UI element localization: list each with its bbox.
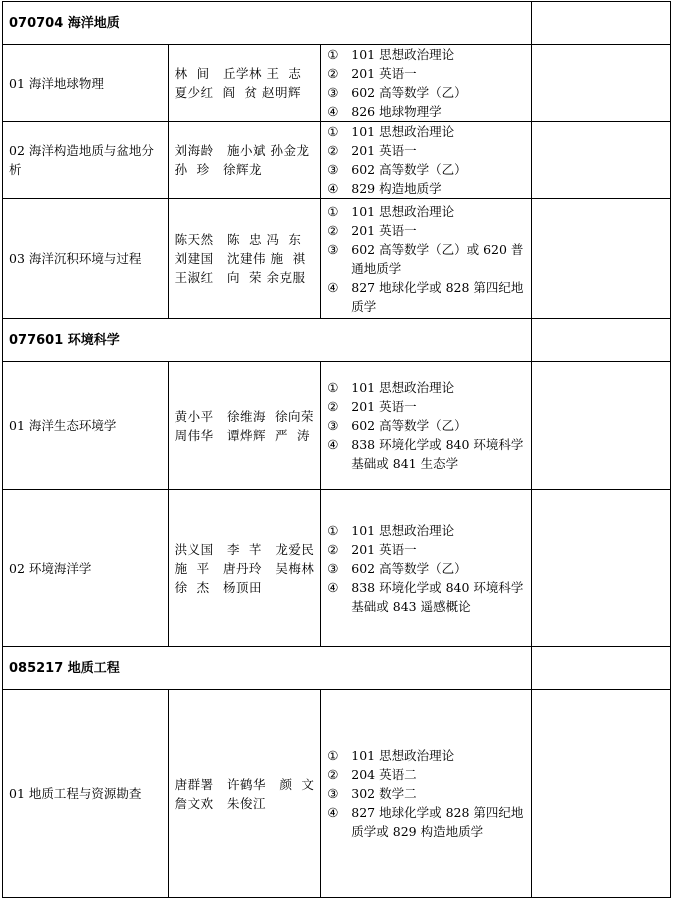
exam-subject <box>327 521 525 540</box>
exam-number: ① <box>327 522 339 538</box>
research-direction: 02 环境海洋学 <box>3 490 169 647</box>
exam-subject-text: 101 思想政治理论 <box>351 380 455 395</box>
section-title: 070704 海洋地质 <box>3 2 532 45</box>
remarks-cell <box>532 199 671 319</box>
exam-number: ② <box>327 399 339 414</box>
exam-number: ③ <box>327 162 339 177</box>
supervisor-line: 黄小平 徐维海 徐向荣 <box>174 408 315 424</box>
exam-subject-text: 829 构造地质学 <box>351 181 442 196</box>
exam-number: ③ <box>327 241 339 257</box>
exam-subject <box>327 803 525 841</box>
supervisor-line: 唐群署 许鹤华 颜 文 <box>174 776 315 792</box>
remarks-cell <box>532 490 671 647</box>
program-row <box>3 122 671 199</box>
section-title: 085217 地质工程 <box>3 647 532 690</box>
exam-subject <box>327 435 525 473</box>
program-row <box>3 690 671 898</box>
remarks-cell <box>532 690 671 898</box>
admissions-catalog-table <box>2 1 671 898</box>
exam-subject-text: 201 英语一 <box>351 143 417 158</box>
exam-subject <box>327 378 525 397</box>
exam-subject-text: 827 地球化学或 828 第四纪地质学 <box>351 279 524 314</box>
exam-subject <box>327 102 525 121</box>
exam-subject <box>327 122 525 141</box>
remarks-cell <box>532 647 671 690</box>
supervisors-cell <box>168 362 321 490</box>
section-row <box>3 319 671 362</box>
exam-subject <box>327 540 525 559</box>
research-direction: 03 海洋沉积环境与过程 <box>3 199 169 319</box>
exam-subject-text: 602 高等数学（乙）或 620 普通地质学 <box>351 241 524 276</box>
exam-subject <box>327 765 525 784</box>
program-row <box>3 45 671 122</box>
supervisors-cell <box>168 490 321 647</box>
program-row <box>3 362 671 490</box>
remarks-cell <box>532 319 671 362</box>
exam-subject <box>327 141 525 160</box>
supervisor-line: 刘建国 沈建伟 施 祺 <box>174 251 306 266</box>
exam-subject-text: 838 环境化学或 840 环境科学基础或 841 生态学 <box>351 437 524 471</box>
exam-subject <box>327 179 525 198</box>
exam-subject-text: 201 英语一 <box>351 222 417 238</box>
remarks-cell <box>532 362 671 490</box>
exam-subject <box>327 83 525 102</box>
exam-number: ④ <box>327 805 339 820</box>
exam-subject <box>327 64 525 83</box>
exam-subjects-cell <box>321 690 532 898</box>
exam-subject-text: 204 英语二 <box>351 767 417 782</box>
exam-subject <box>327 578 525 616</box>
exam-subject-text: 101 思想政治理论 <box>351 124 455 139</box>
exam-subject <box>327 278 525 316</box>
exam-number: ① <box>327 203 339 219</box>
supervisor-line: 林 间 丘学林 王 志 <box>174 66 302 81</box>
supervisor-line: 施 平 唐丹玲 吴梅林 <box>174 560 315 576</box>
exam-number: ② <box>327 222 339 238</box>
exam-subject <box>327 45 525 64</box>
exam-number: ③ <box>327 85 339 100</box>
supervisors-cell <box>168 199 321 319</box>
supervisor-line: 洪义国 李 芊 龙爱民 <box>174 541 315 557</box>
exam-subjects-cell <box>321 45 532 122</box>
remarks-cell <box>532 45 671 122</box>
supervisors-cell <box>168 45 321 122</box>
exam-number: ② <box>327 541 339 557</box>
exam-subject-text: 302 数学二 <box>351 786 417 801</box>
supervisor-line: 陈天然 陈 忠 冯 东 <box>174 232 302 247</box>
exam-number: ① <box>327 124 339 139</box>
section-row <box>3 2 671 45</box>
exam-subject <box>327 559 525 578</box>
exam-subject-text: 101 思想政治理论 <box>351 203 455 219</box>
exam-number: ③ <box>327 786 339 801</box>
supervisor-line: 刘海龄 施小斌 孙金龙 <box>174 143 310 158</box>
exam-subject-text: 602 高等数学（乙） <box>351 560 467 576</box>
exam-subject-text: 602 高等数学（乙） <box>351 418 467 433</box>
supervisor-line: 周伟华 谭烨辉 严 涛 <box>174 427 310 443</box>
remarks-cell <box>532 122 671 199</box>
exam-subject-text: 827 地球化学或 828 第四纪地质学或 829 构造地质学 <box>351 805 524 839</box>
exam-subject-text: 201 英语一 <box>351 541 417 557</box>
exam-subject-text: 838 环境化学或 840 环境科学基础或 843 遥感概论 <box>351 579 524 614</box>
supervisors-cell <box>168 122 321 199</box>
research-direction: 02 海洋构造地质与盆地分析 <box>3 122 169 199</box>
supervisors-cell <box>168 690 321 898</box>
exam-subject <box>327 240 525 278</box>
exam-subject-text: 101 思想政治理论 <box>351 47 455 62</box>
exam-number: ② <box>327 66 339 81</box>
exam-subject-text: 602 高等数学（乙） <box>351 85 467 100</box>
exam-subject <box>327 397 525 416</box>
research-direction: 01 地质工程与资源勘查 <box>3 690 169 898</box>
remarks-cell <box>532 2 671 45</box>
exam-number: ④ <box>327 181 339 196</box>
supervisor-line: 王淑红 向 荣 余克服 <box>174 270 306 285</box>
exam-number: ④ <box>327 437 339 452</box>
exam-subject-text: 201 英语一 <box>351 66 417 81</box>
exam-subject-text: 602 高等数学（乙） <box>351 162 467 177</box>
catalog-body <box>3 2 671 898</box>
exam-number: ③ <box>327 560 339 576</box>
exam-number: ② <box>327 767 339 782</box>
program-row <box>3 199 671 319</box>
exam-number: ③ <box>327 418 339 433</box>
research-direction: 01 海洋生态环境学 <box>3 362 169 490</box>
exam-subject <box>327 202 525 221</box>
exam-subject <box>327 784 525 803</box>
exam-number: ④ <box>327 279 339 295</box>
supervisor-line: 孙 珍 徐辉龙 <box>174 162 263 177</box>
supervisor-line: 徐 杰 杨顶田 <box>174 579 263 595</box>
exam-number: ④ <box>327 579 339 595</box>
research-direction: 01 海洋地球物理 <box>3 45 169 122</box>
exam-subjects-cell <box>321 362 532 490</box>
exam-subjects-cell <box>321 490 532 647</box>
exam-number: ① <box>327 748 339 763</box>
exam-subject-text: 826 地球物理学 <box>351 104 442 119</box>
supervisor-line: 詹文欢 朱俊江 <box>174 795 267 811</box>
section-row <box>3 647 671 690</box>
exam-number: ② <box>327 143 339 158</box>
exam-number: ① <box>327 380 339 395</box>
exam-subjects-cell <box>321 122 532 199</box>
supervisor-line: 夏少红 阎 贫 赵明辉 <box>174 85 302 100</box>
section-title: 077601 环境科学 <box>3 319 532 362</box>
exam-subject <box>327 416 525 435</box>
exam-number: ④ <box>327 104 339 119</box>
program-row <box>3 490 671 647</box>
exam-subjects-cell <box>321 199 532 319</box>
exam-subject <box>327 160 525 179</box>
exam-subject <box>327 746 525 765</box>
exam-subject-text: 101 思想政治理论 <box>351 748 455 763</box>
exam-number: ① <box>327 47 339 62</box>
exam-subject-text: 101 思想政治理论 <box>351 522 455 538</box>
exam-subject <box>327 221 525 240</box>
exam-subject-text: 201 英语一 <box>351 399 417 414</box>
